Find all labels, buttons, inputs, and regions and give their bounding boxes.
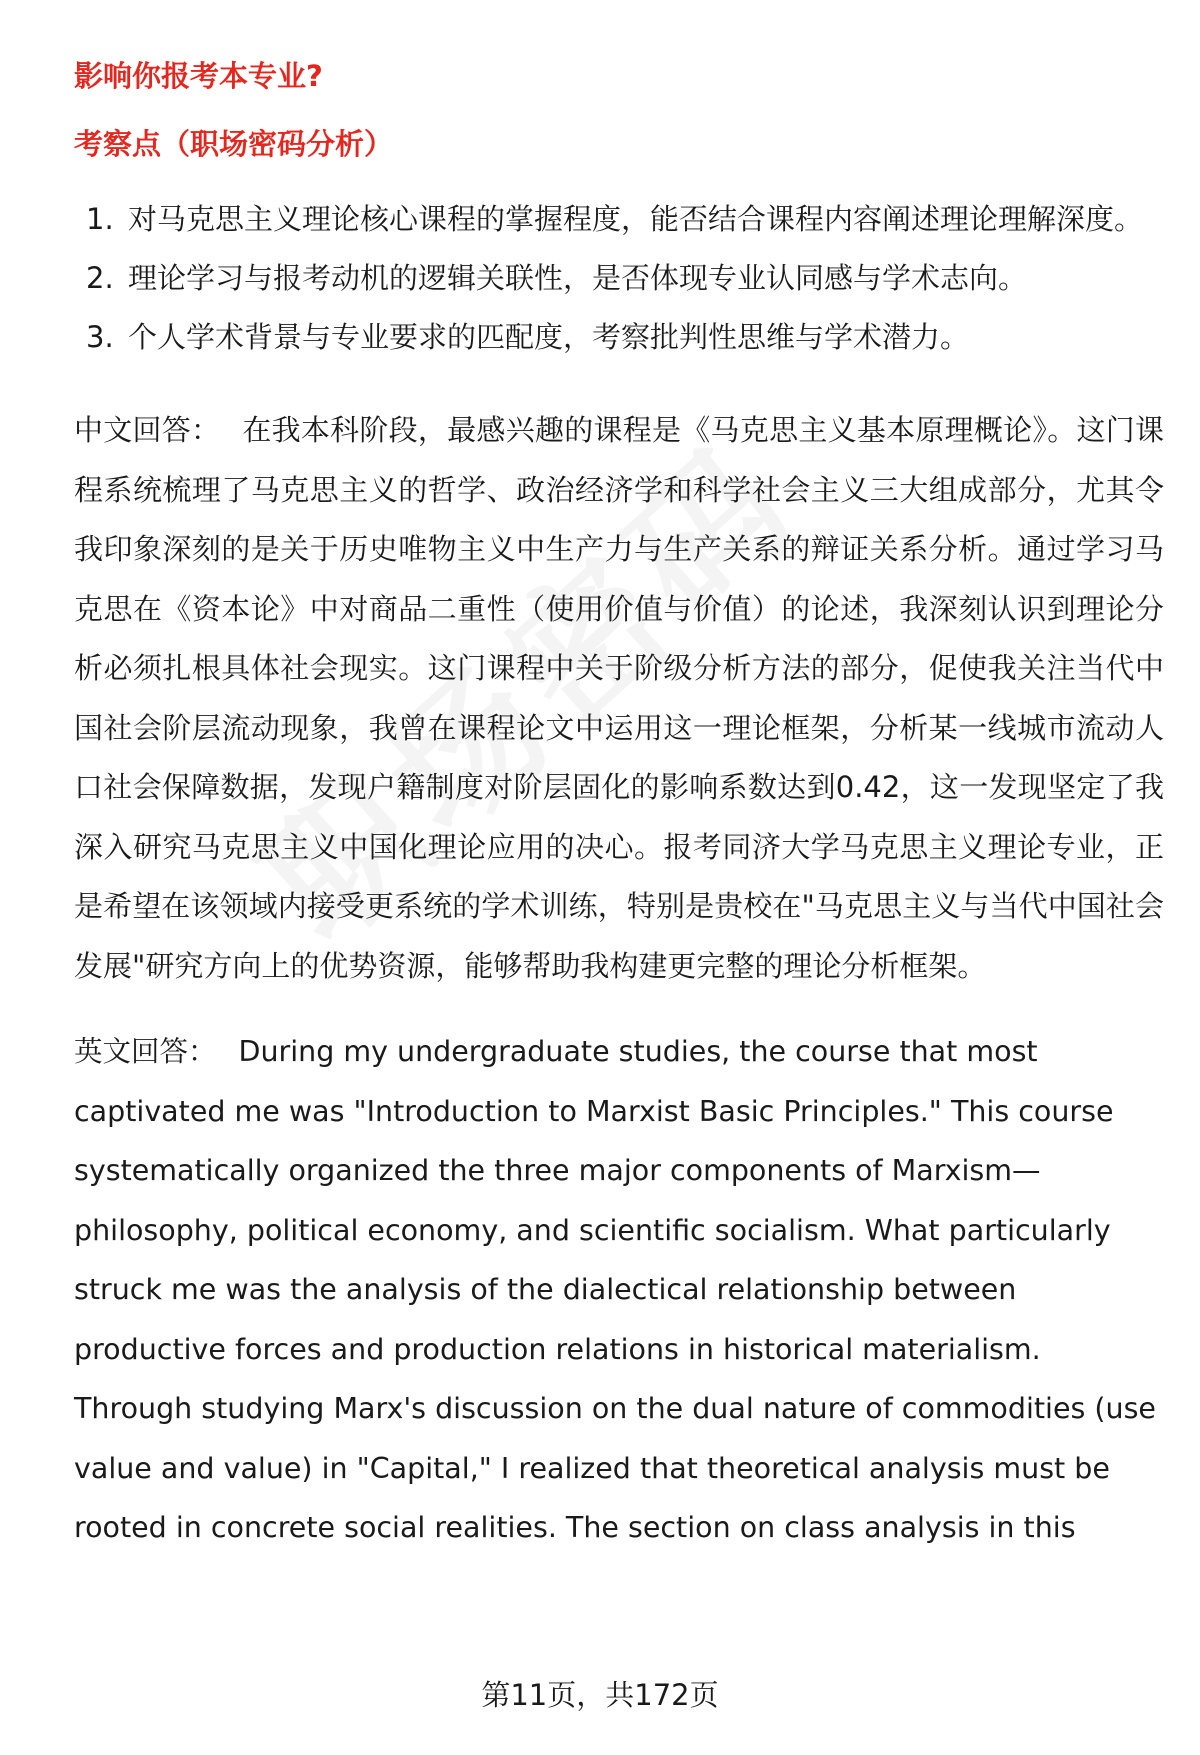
document-page bbox=[74, 58, 1164, 1558]
chinese-answer-label: 中文回答： bbox=[74, 413, 221, 447]
list-item-text: 理论学习与报考动机的逻辑关联性，是否体现专业认同感与学术志向。 bbox=[128, 261, 1028, 295]
english-answer-text: During my undergraduate studies, the course that most captivated me was "Introduction to Marxist Basic Principles." This course systematically organized the three major components of Marxism—philosophy, political economy, and scientific socialism. What particularly struck me was the analysis of the dialectical relationship between productive forces and production relations in historical materialism. Through studying Marx's discussion on the dual nature of commodities (use value and value) in "Capital," I realized that theoretical analysis must be rooted in concrete social realities. The section on class analysis in this bbox=[74, 1035, 1156, 1544]
english-answer-label: 英文回答： bbox=[74, 1035, 217, 1068]
list-item-text: 对马克思主义理论核心课程的掌握程度，能否结合课程内容阐述理论理解深度。 bbox=[128, 202, 1144, 236]
list-item-number: 3. bbox=[86, 320, 114, 354]
exam-points-list bbox=[74, 190, 1164, 367]
list-item-number: 1. bbox=[86, 202, 114, 236]
list-item bbox=[74, 308, 1188, 367]
english-answer bbox=[74, 1022, 1164, 1558]
page-number: 第11页，共172页 bbox=[481, 1678, 719, 1712]
chinese-answer bbox=[74, 401, 1164, 996]
list-item bbox=[74, 190, 1188, 249]
chinese-answer-text: 在我本科阶段，最感兴趣的课程是《马克思主义基本原理概论》。这门课程系统梳理了马克思主义的哲学、政治经济学和科学社会主义三大组成部分，尤其令我印象深刻的是关于历史唯物主义中生产力与生产关系的辩证关系分析。通过学习马克思在《资本论》中对商品二重性（使用价值与价值）的论述，我深刻认识到理论分析必须扎根具体社会现实。这门课程中关于阶级分析方法的部分，促使我关注当代中国社会阶层流动现象，我曾在课程论文中运用这一理论框架，分析某一线城市流动人口社会保障数据，发现户籍制度对阶层固化的影响系数达到0.42，这一发现坚定了我深入研究马克思主义中国化理论应用的决心。报考同济大学马克思主义理论专业，正是希望在该领域内接受更系统的学术训练，特别是贵校在"马克思主义与当代中国社会发展"研究方向上的优势资源，能够帮助我构建更完整的理论分析框架。 bbox=[74, 413, 1164, 983]
list-item bbox=[74, 249, 1188, 308]
list-item-text: 个人学术背景与专业要求的匹配度，考察批判性思维与学术潜力。 bbox=[128, 320, 970, 354]
question-title: 影响你报考本专业? bbox=[74, 59, 323, 93]
list-item-number: 2. bbox=[86, 261, 114, 295]
exam-points-title: 考察点（职场密码分析） bbox=[74, 127, 394, 161]
